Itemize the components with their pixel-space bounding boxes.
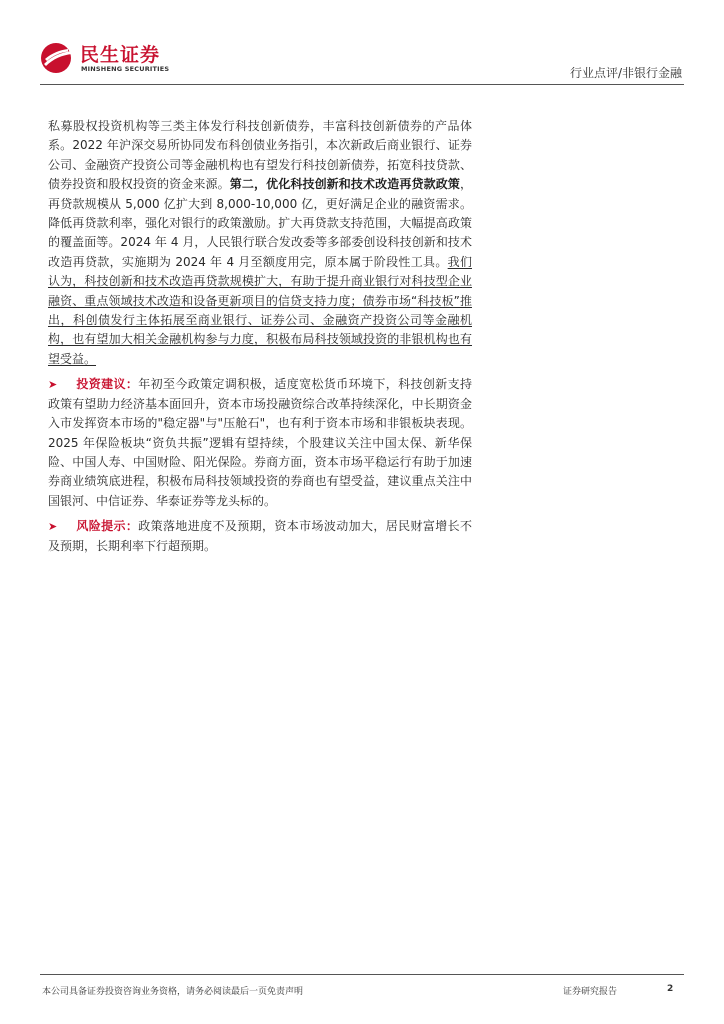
logo-chinese-text: 民生证券 bbox=[80, 44, 161, 66]
report-section-label: 行业点评/非银行金融 bbox=[569, 66, 682, 80]
main-content bbox=[48, 117, 472, 556]
bullet-text: 年初至今政策定调积极，适度宽松货币环境下，科技创新支持政策有望助力经济基本面回升，资本市场投融资综合改革持续深化，中长期资金入市发挥资本市场的"稳定器"与"压舱石"，也有利于资本市场和非银板块表现。2025 年保险板块“资负共振”逻辑有望持续，个股建议关注中国太保、新华保险、中国人寿、中国财险、阳光保险。券商方面，资本市场平稳运行有助于加速券商业绩筑底进程，积极布局科技领域投资的券商也有望受益，建议重点关注中国银河、中信证券、华泰证券等龙头标的。 bbox=[48, 377, 472, 508]
minsheng-logo-icon bbox=[40, 42, 74, 74]
company-logo bbox=[40, 40, 180, 76]
footer-divider bbox=[40, 974, 684, 975]
footer-report-type: 证券研究报告 bbox=[563, 987, 618, 997]
page-number: 2 bbox=[667, 984, 674, 994]
underlined-conclusion: 我们认为，科技创新和技术改造再贷款规模扩大，有助于提升商业银行对科技型企业融资、重点领域技术改造和设备更新项目的信贷支持力度；债券市场“科技板”推出，科创债发行主体拓展至商业银行、证券公司、金融资产投资公司等金融机构，也有望加大相关金融机构参与力度，积极布局科技领域投资的非银机构也有望受益。 bbox=[48, 254, 472, 366]
paragraph-text: 私募股权投资机构等三类主体发行科技创新债券，丰富科技创新债券的产品体系。2022 年沪深交易所协同发布科创债业务指引，本次新政后商业银行、证券公司、金融资产投资公司等金融机构也有望发行科技创新债券，拓宽科技贷款、债券投资和股权投资的资金来源。 bbox=[48, 119, 472, 192]
header-divider bbox=[40, 84, 684, 85]
body-paragraph bbox=[48, 117, 472, 369]
arrow-bullet-icon: ➤ bbox=[48, 378, 58, 392]
bold-text: 第二，优化科技创新和技术改造再贷款政策 bbox=[229, 177, 460, 192]
bullet-label: 风险提示： bbox=[76, 519, 139, 534]
investment-advice-bullet bbox=[48, 375, 472, 511]
page-header bbox=[0, 0, 724, 90]
arrow-bullet-icon: ➤ bbox=[48, 520, 58, 534]
bullet-label: 投资建议： bbox=[76, 377, 139, 392]
bullet-text: 政策落地进度不及预期，资本市场波动加大，居民财富增长不及预期，长期利率下行超预期。 bbox=[48, 519, 472, 553]
footer-disclaimer: 本公司具备证券投资咨询业务资格，请务必阅读最后一页免责声明 bbox=[42, 987, 304, 997]
paragraph-text: ，再贷款规模从 5,000 亿扩大到 8,000-10,000 亿，更好满足企业的融资需求。降低再贷款利率，强化对银行的政策激励。扩大再贷款支持范围，大幅提高政策的覆盖面等。2024 年 4 月，人民银行联合发改委等多部委创设科技创新和技术改造再贷款，实施期为 2024 年 4 月至额度用完，原本属于阶段性工具。 bbox=[48, 177, 472, 269]
logo-english-text: MINSHENG SECURITIES bbox=[81, 65, 170, 73]
risk-warning-bullet bbox=[48, 517, 472, 556]
